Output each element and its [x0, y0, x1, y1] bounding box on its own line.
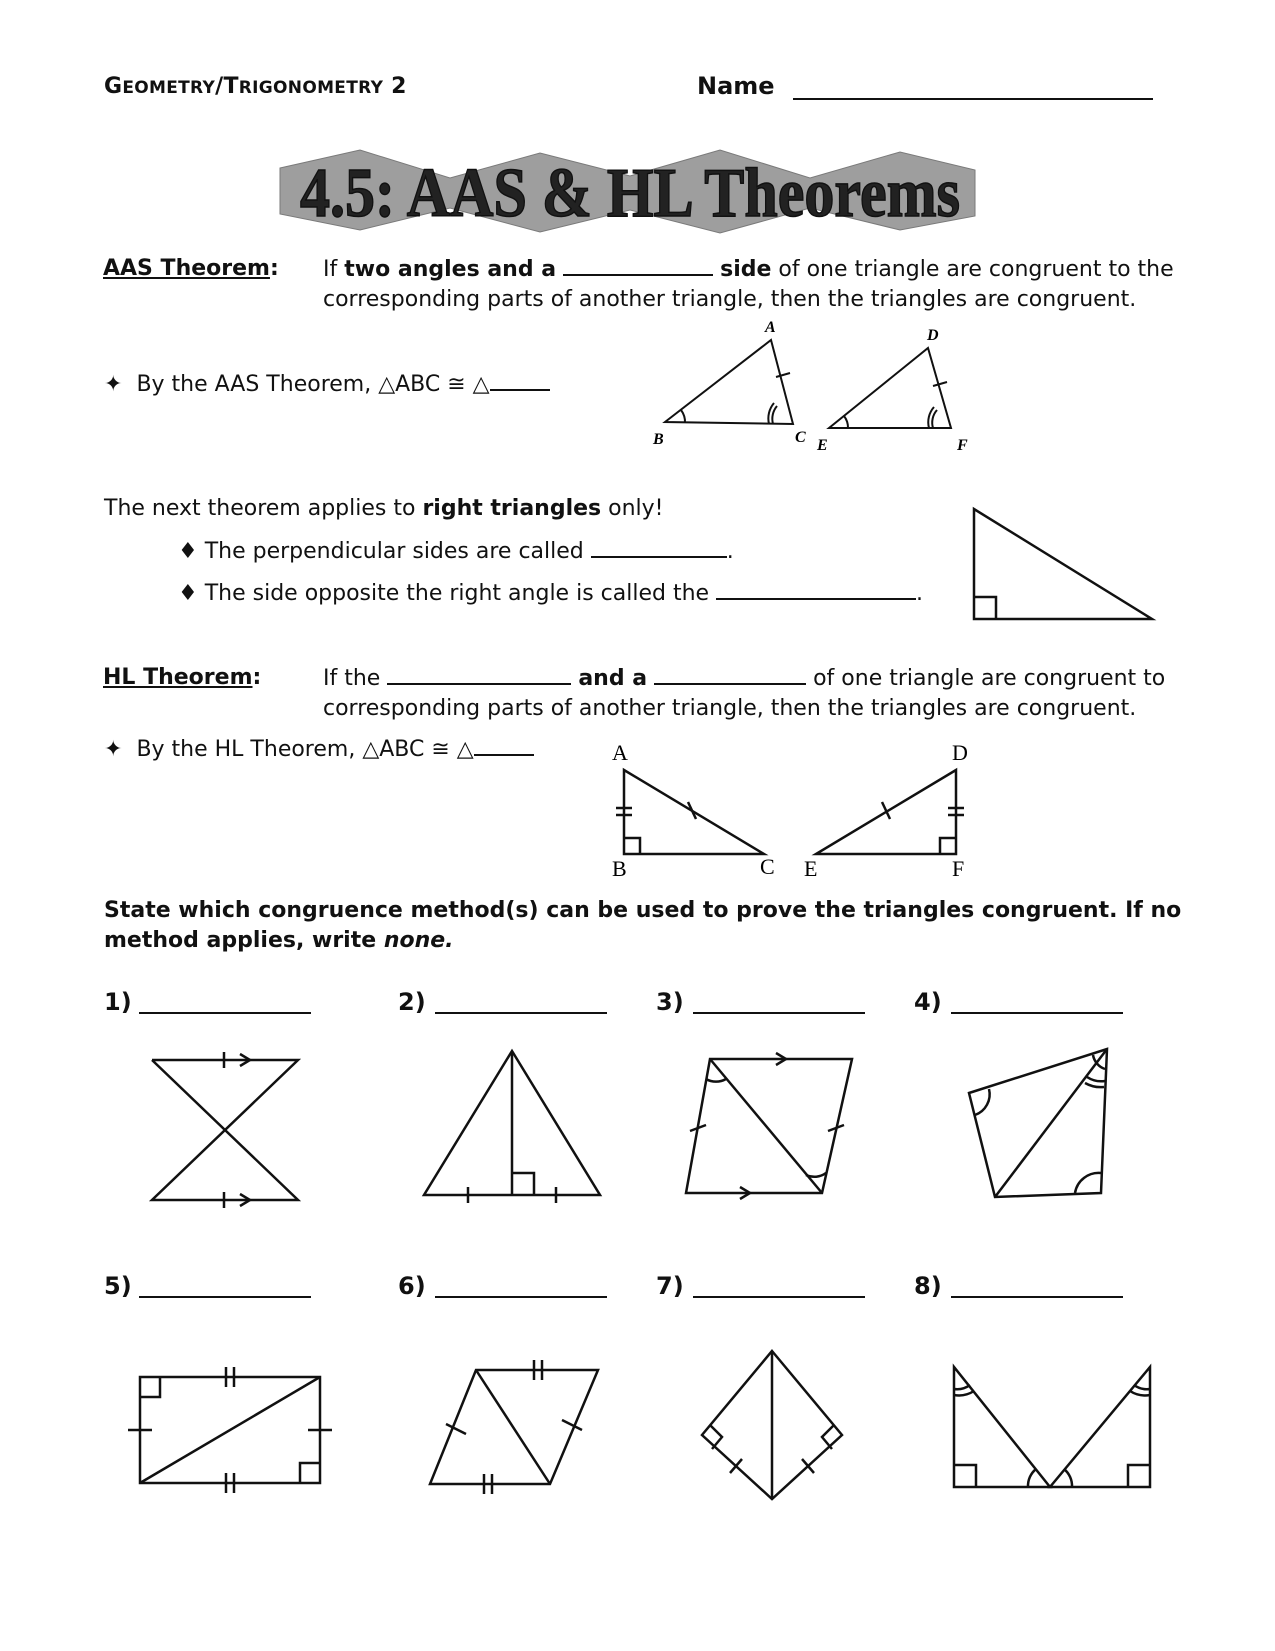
angle-mark-right-top — [1134, 1385, 1150, 1389]
problem-3-answer-line[interactable] — [693, 1012, 865, 1014]
tick-ac — [776, 373, 790, 377]
label-d: D — [927, 327, 939, 344]
figure-5-rectangle — [122, 1365, 338, 1495]
course-smallcaps: EOMETRY — [122, 78, 216, 98]
right-angle-right — [1128, 1465, 1150, 1487]
figure-2-isosceles — [420, 1045, 606, 1205]
quadrilateral — [969, 1049, 1107, 1197]
page-title: 4.5: AAS & HL Theorems — [300, 155, 960, 232]
instructions-line1: State which congruence method(s) can be used to prove the triangles congruent. If no — [104, 898, 1182, 923]
intro-text-end: only! — [601, 496, 664, 521]
label-a: A — [612, 740, 628, 765]
figure-6-parallelogram — [426, 1356, 606, 1496]
hl-blank-1[interactable] — [387, 665, 571, 685]
aas-colon: : — [269, 256, 279, 281]
label-b: B — [653, 431, 664, 448]
legs-bullet — [178, 538, 734, 564]
problem-8-number: 8) — [914, 1272, 942, 1300]
aas-statement-line1 — [323, 256, 1174, 282]
angle-mark-top-2 — [1087, 1077, 1105, 1081]
bowtie-shape — [152, 1060, 298, 1200]
figure-3-parallelogram — [682, 1045, 862, 1205]
problem-8-answer-line[interactable] — [951, 1296, 1123, 1298]
problem-3-number: 3) — [656, 988, 684, 1016]
problem-6-answer-line[interactable] — [435, 1296, 607, 1298]
problem-7-answer-line[interactable] — [693, 1296, 865, 1298]
right-angle-b — [624, 838, 640, 854]
name-field-line[interactable] — [793, 98, 1153, 100]
legs-text: ♦ The perpendicular sides are called — [178, 539, 591, 564]
angle-mark-top-3 — [1085, 1083, 1104, 1087]
figure-4-quadrilateral — [955, 1035, 1125, 1205]
problem-4-answer-line[interactable] — [951, 1012, 1123, 1014]
aas-example — [104, 371, 550, 397]
course-letter: G — [104, 74, 123, 99]
hypotenuse-bullet — [178, 580, 923, 606]
angle-mark-bottom — [1075, 1173, 1101, 1193]
angle-mark-mid-left — [1028, 1469, 1036, 1487]
problem-7-number: 7) — [656, 1272, 684, 1300]
label-f: F — [952, 856, 965, 881]
problem-6-number: 6) — [398, 1272, 426, 1300]
right-angle-bottom-right — [300, 1463, 320, 1483]
hl-statement-line2: corresponding parts of another triangle, then the triangles are congruent. — [323, 696, 1137, 721]
label-e: E — [817, 437, 828, 454]
hl-blank-2[interactable] — [654, 665, 806, 685]
right-angle-left — [954, 1465, 976, 1487]
course-letter-2: T — [223, 74, 239, 99]
diagonal — [710, 1059, 822, 1193]
label-c: C — [760, 854, 775, 879]
angle-mark-f — [932, 410, 937, 428]
aas-triangles-figure — [645, 318, 985, 458]
angle-mark-e — [844, 416, 848, 428]
instructions-none: none. — [383, 928, 454, 953]
angle-mark-left-top-2 — [954, 1391, 974, 1395]
right-triangle-intro — [104, 496, 664, 521]
name-label: Name — [697, 72, 775, 100]
hl-example-text: By the HL Theorem, △ABC ≅ △ — [136, 737, 474, 762]
right-triangle — [974, 509, 1152, 619]
aas-heading — [103, 256, 279, 281]
legs-blank[interactable] — [591, 538, 727, 558]
problem-2-number: 2) — [398, 988, 426, 1016]
right-triangle-figure — [968, 505, 1158, 625]
hypotenuse-period: . — [916, 581, 924, 606]
hl-heading — [103, 665, 261, 690]
label-c: C — [795, 429, 806, 446]
tick-df — [933, 382, 947, 386]
angle-mark-b — [681, 410, 685, 423]
label-f: F — [957, 437, 968, 454]
aas-blank[interactable] — [563, 256, 713, 276]
diagonal — [140, 1377, 320, 1483]
problem-5-number: 5) — [104, 1272, 132, 1300]
figure-7-kite — [696, 1345, 848, 1505]
problem-4-number: 4) — [914, 988, 942, 1016]
label-d: D — [952, 740, 968, 765]
problem-2-answer-line[interactable] — [435, 1012, 607, 1014]
right-angle-mark — [512, 1173, 534, 1195]
hl-example-blank[interactable] — [474, 736, 534, 756]
hl-example — [104, 736, 534, 762]
intro-text: The next theorem applies to — [104, 496, 423, 521]
problem-1-answer-line[interactable] — [139, 1012, 311, 1014]
label-e: E — [804, 856, 818, 881]
aas-example-text: By the AAS Theorem, △ABC ≅ △ — [136, 372, 490, 397]
instructions-text: method applies, write — [104, 928, 384, 953]
tick-right — [562, 1420, 582, 1430]
aas-example-blank[interactable] — [490, 371, 550, 391]
tick-left — [446, 1424, 466, 1434]
star-icon: ✦ — [104, 737, 123, 762]
label-b: B — [612, 856, 627, 881]
angle-mark-left-top — [954, 1385, 970, 1389]
angle-mark-top — [706, 1079, 726, 1082]
course-number: 2 — [383, 74, 407, 99]
angle-mark-left — [975, 1089, 990, 1115]
title-banner — [270, 138, 990, 238]
hl-statement-line1 — [323, 665, 1165, 691]
right-angle-mark — [974, 597, 996, 619]
parallelogram — [686, 1059, 852, 1193]
aas-bold-text: two angles and a — [344, 257, 557, 282]
course-slash: / — [215, 74, 224, 99]
aas-text-end: of one triangle are congruent to the — [771, 257, 1174, 282]
figure-1-bowtie — [140, 1040, 310, 1210]
aas-text: If — [323, 257, 345, 282]
hypotenuse-blank[interactable] — [716, 580, 916, 600]
right-angle-f — [940, 838, 956, 854]
hypotenuse-text: ♦ The side opposite the right angle is called the — [178, 581, 717, 606]
problem-1-number: 1) — [104, 988, 132, 1016]
course-smallcaps-2: RIGONOMETRY — [238, 78, 384, 98]
hl-colon: : — [252, 665, 262, 690]
right-angle-top-left — [140, 1377, 160, 1397]
star-icon: ✦ — [104, 372, 123, 397]
figure-8-two-right-triangles — [944, 1355, 1160, 1495]
hl-text-end: of one triangle are congruent to — [806, 666, 1166, 691]
aas-bold-side: side — [720, 257, 772, 282]
instructions-line2 — [104, 928, 454, 953]
aas-label: AAS Theorem — [103, 256, 270, 281]
legs-period: . — [726, 539, 734, 564]
intro-bold: right triangles — [422, 496, 602, 521]
label-a: A — [765, 319, 776, 336]
angle-mark-c — [772, 406, 777, 424]
problem-5-answer-line[interactable] — [139, 1296, 311, 1298]
aas-statement-line2: corresponding parts of another triangle, then the triangles are congruent. — [323, 287, 1137, 312]
angle-mark-right-top-2 — [1130, 1391, 1150, 1395]
diagonal — [476, 1370, 550, 1484]
hl-triangles-figure — [600, 738, 1000, 881]
angle-mark-mid-right — [1064, 1469, 1072, 1487]
hl-bold: and a — [578, 666, 648, 691]
angle-mark-bottom — [806, 1173, 826, 1177]
course-title — [104, 74, 407, 99]
hl-label: HL Theorem — [103, 665, 253, 690]
hl-text: If the — [323, 666, 388, 691]
